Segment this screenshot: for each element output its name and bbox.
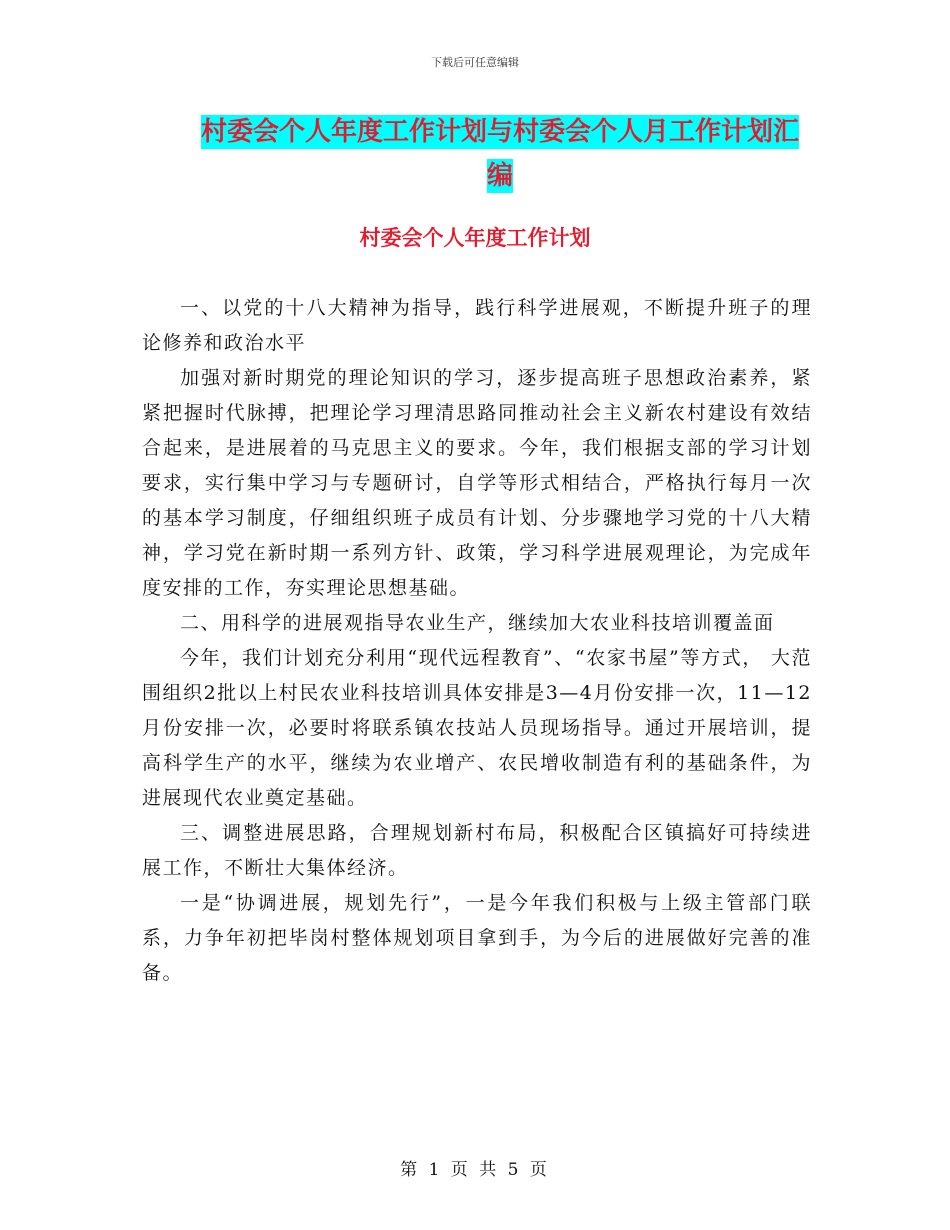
- header-note: 下载后可任意编辑: [431, 56, 519, 69]
- paragraph: 三、调整进展思路，合理规划新村布局，积极配合区镇搞好可持续进展工作，不断壮大集体经济。: [142, 822, 812, 879]
- paragraph: 二、用科学的进展观指导农业生产，继续加大农业科技培训覆盖面: [180, 612, 775, 634]
- document-body: [142, 291, 812, 991]
- paragraph: 加强对新时期党的理论知识的学习，逐步提高班子思想政治素养，紧紧把握时代脉搏，把理论学习理清思路同推动社会主义新农村建设有效结合起来，是进展着的马克思主义的要求。今年，我们根据支部的学习计划要求，实行集中学习与专题研讨，自学等形式相结合，严格执行每月一次的基本学习制度，仔细组织班子成员有计划、分步骤地学习党的十八大精神，学习党在新时期一系列方针、政策，学习科学进展观理论，为完成年度安排的工作，夯实理论思想基础。: [142, 367, 812, 599]
- section-title: 村委会个人年度工作计划: [359, 225, 591, 250]
- document-title: [190, 110, 810, 198]
- paragraph: 今年，我们计划充分利用“现代远程教育”、“农家书屋”等方式， 大范围组织2批以上村民农业科技培训具体安排是3—4月份安排一次，11—12月份安排一次，必要时将联系镇农技站人员现场指导。通过开展培训，提高科学生产的水平，继续为农业增产、农民增收制造有利的基础条件，为进展现代农业奠定基础。: [142, 647, 812, 809]
- page-footer: 第 1 页 共 5 页: [400, 1160, 550, 1180]
- paragraph: 一是“协调进展，规划先行”，一是今年我们积极与上级主管部门联系，力争年初把毕岗村整体规划项目拿到手，为今后的进展做好完善的准备。: [142, 892, 812, 984]
- document-title-text: 村委会个人年度工作计划与村委会个人月工作计划汇编: [200, 117, 799, 191]
- paragraph: 一、以党的十八大精神为指导，践行科学进展观，不断提升班子的理论修养和政治水平: [142, 297, 812, 354]
